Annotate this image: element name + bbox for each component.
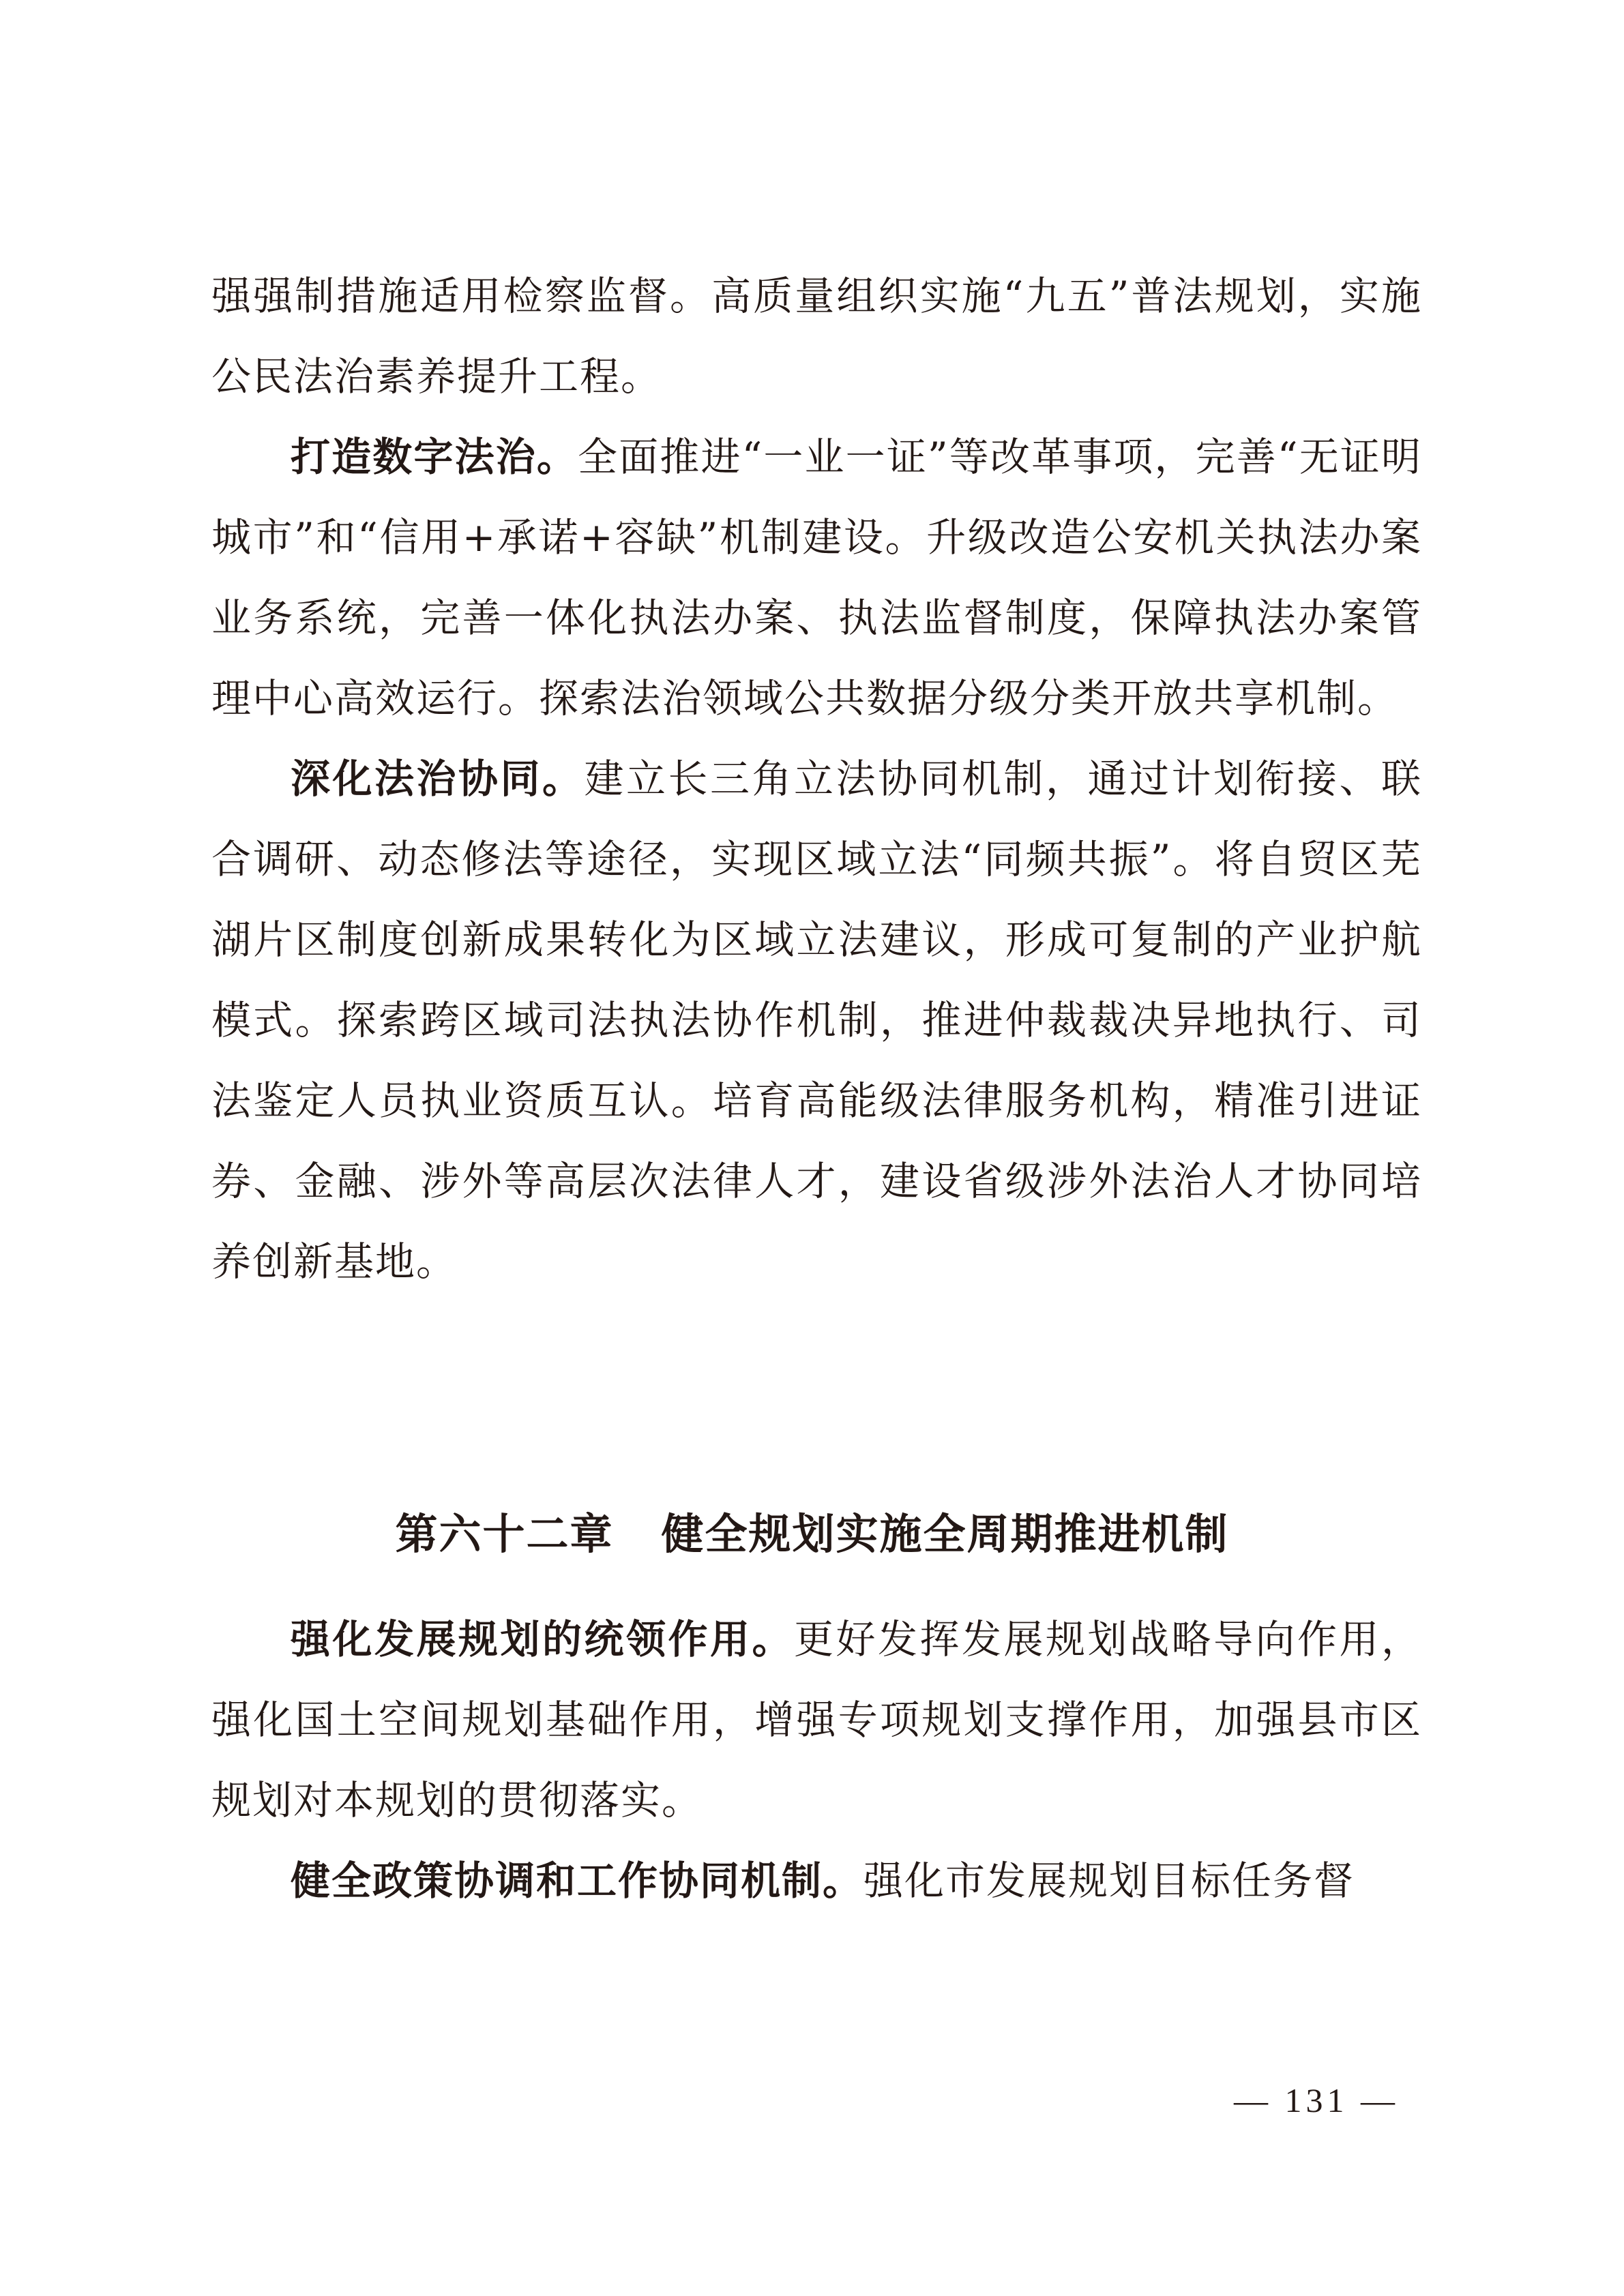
- paragraph-lead: 打造数字法治。: [291, 434, 578, 480]
- paragraph-planning-leadership: [211, 1599, 1422, 1840]
- paragraph-rule-of-law-coordination: [211, 739, 1422, 1302]
- paragraph-continued: [211, 256, 1422, 417]
- body-text-upper: [211, 256, 1422, 1302]
- chapter-number: 第六十二章: [395, 1509, 614, 1559]
- paragraph-policy-coordination: [211, 1840, 1422, 1921]
- paragraph-body: 更好发挥发展规划战略导向作用，强化国土空间规划基础作用，增强专项规划支撑作用，加强县市区规划对本规划的贯彻落实。: [211, 1616, 1422, 1823]
- chapter-title-text: 健全规划实施全周期推进机制: [661, 1509, 1229, 1559]
- page-number: — 131 —: [1234, 2081, 1399, 2119]
- paragraph-body: 强强制措施适用检察监督。高质量组织实施“九五”普法规划，实施公民法治素养提升工程。: [211, 273, 1422, 400]
- paragraph-body: 全面推进“一业一证”等改革事项，完善“无证明城市”和“信用+承诺+容缺”机制建设。升级改造公安机关执法办案业务系统，完善一体化执法办案、执法监督制度，保障执法办案管理中心高效运行。探索法治领域公共数据分级分类开放共享机制。: [211, 434, 1422, 721]
- chapter-heading: [0, 1507, 1624, 1562]
- paragraph-lead: 健全政策协调和工作协同机制。: [291, 1858, 864, 1904]
- paragraph-lead: 深化法治协同。: [291, 756, 585, 802]
- body-text-lower: [211, 1599, 1422, 1921]
- paragraph-body: 强化市发展规划目标任务督: [863, 1858, 1355, 1904]
- paragraph-digital-rule-of-law: [211, 417, 1422, 739]
- paragraph-lead: 强化发展规划的统领作用。: [291, 1616, 794, 1663]
- paragraph-body: 建立长三角立法协同机制，通过计划衔接、联合调研、动态修法等途径，实现区域立法“同频共振”。将自贸区芜湖片区制度创新成果转化为区域立法建议，形成可复制的产业护航模式。探索跨区域司法执法协作机制，推进仲裁裁决异地执行、司法鉴定人员执业资质互认。培育高能级法律服务机构，精准引进证券、金融、涉外等高层次法律人才，建设省级涉外法治人才协同培养创新基地。: [211, 756, 1422, 1285]
